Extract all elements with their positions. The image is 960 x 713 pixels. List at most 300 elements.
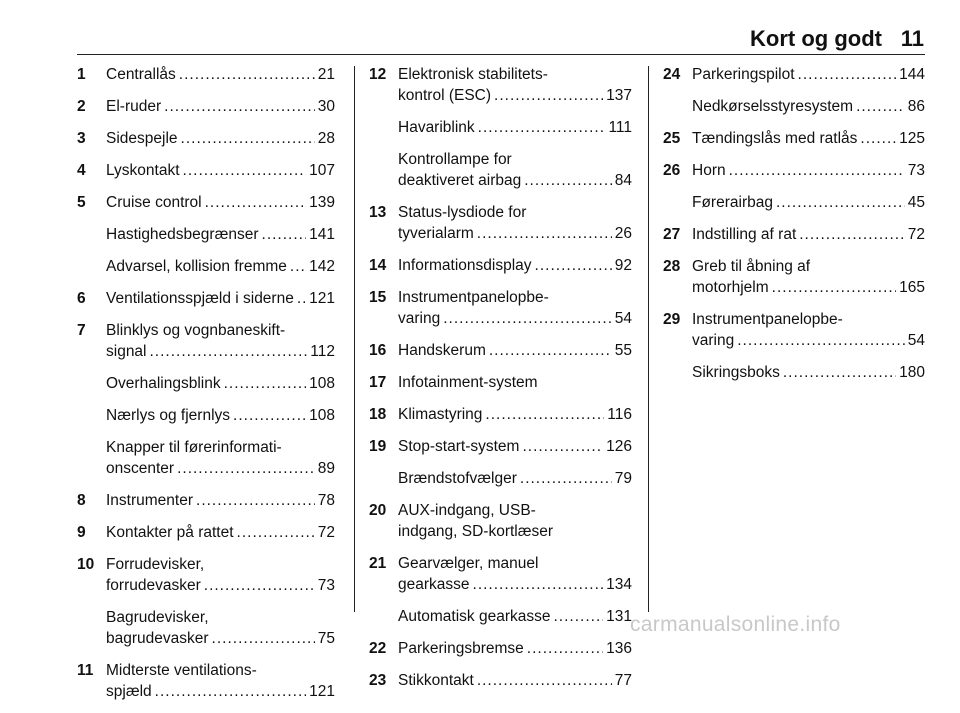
index-entry (663, 160, 925, 181)
entry-body (106, 522, 335, 543)
leader-dots (177, 458, 315, 479)
entry-text: AUX-indgang, USB- (398, 502, 536, 519)
entry-body (398, 340, 632, 361)
entry-line (398, 436, 632, 457)
entry-number: 10 (77, 556, 95, 573)
column-divider-1 (354, 66, 355, 612)
entry-line (106, 224, 335, 245)
entry-number: 4 (77, 162, 86, 179)
leader-dots (196, 490, 315, 511)
entry-page: 45 (907, 194, 925, 211)
entry-page: 139 (309, 194, 335, 211)
index-entry (663, 256, 925, 298)
leader-dots (860, 128, 896, 149)
page-header (0, 26, 960, 56)
leader-dots (494, 85, 603, 106)
entry-number: 11 (77, 662, 94, 679)
entry-body (398, 287, 632, 329)
entry-text: Sikringsboks (692, 364, 780, 381)
index-entry (369, 372, 632, 393)
index-entry (369, 500, 632, 542)
entry-line (398, 64, 632, 85)
index-entry (77, 607, 335, 649)
entry-page: 77 (614, 672, 632, 689)
entry-body (106, 373, 335, 394)
entry-line (692, 192, 925, 213)
index-entry (369, 340, 632, 361)
index-entry (663, 362, 925, 383)
index-entry (369, 64, 632, 106)
entry-body (106, 320, 335, 362)
entry-line (692, 277, 925, 298)
entry-line (106, 490, 335, 511)
entry-text: Lyskontakt (106, 162, 180, 179)
entry-text: Førerairbag (692, 194, 773, 211)
entry-body (398, 255, 632, 276)
entry-text: Greb til åbning af (692, 258, 811, 275)
entry-body (106, 64, 335, 85)
leader-dots (478, 117, 606, 138)
watermark: carmanualsonline.info (630, 613, 841, 636)
entry-text: Infotainment-system (398, 374, 538, 391)
entry-text: Kontrollampe for (398, 151, 512, 168)
index-column-2 (369, 64, 632, 702)
entry-body (692, 160, 925, 181)
entry-line (692, 96, 925, 117)
leader-dots (179, 64, 315, 85)
entry-body (106, 160, 335, 181)
entry-text: El-ruder (106, 98, 162, 115)
entry-number: 16 (369, 342, 387, 359)
entry-text: varing (398, 310, 441, 327)
leader-dots (776, 192, 905, 213)
entry-page: 107 (309, 162, 335, 179)
entry-text: Midterste ventilations- (106, 662, 257, 679)
entry-text: Forrudevisker, (106, 556, 205, 573)
entry-page: 78 (317, 492, 335, 509)
entry-text: Advarsel, kollision fremme (106, 258, 287, 275)
leader-dots (181, 128, 315, 149)
leader-dots (155, 681, 306, 702)
entry-number: 21 (369, 555, 387, 572)
entry-body (106, 405, 335, 426)
entry-text: Gearvælger, manuel (398, 555, 539, 572)
index-entry (663, 64, 925, 85)
leader-dots (212, 628, 315, 649)
entry-body (106, 192, 335, 213)
entry-body (398, 117, 632, 138)
entry-line (106, 256, 335, 277)
index-entry (77, 128, 335, 149)
entry-line (398, 85, 632, 106)
entry-line (106, 96, 335, 117)
entry-text: Blinklys og vognbaneskift- (106, 322, 286, 339)
index-entry (663, 192, 925, 213)
entry-page: 144 (899, 66, 925, 83)
entry-text: Handskerum (398, 342, 486, 359)
entry-line (398, 638, 632, 659)
leader-dots (290, 256, 306, 277)
entry-line (398, 553, 632, 574)
entry-text: Klimastyring (398, 406, 483, 423)
entry-page: 55 (614, 342, 632, 359)
leader-dots (489, 340, 612, 361)
entry-line (398, 170, 632, 191)
index-entry (663, 224, 925, 245)
entry-body (398, 553, 632, 595)
index-entry (77, 522, 335, 543)
entry-line (106, 522, 335, 543)
entry-page: 79 (614, 470, 632, 487)
entry-body (106, 490, 335, 511)
entry-number: 5 (77, 194, 86, 211)
entry-number: 2 (77, 98, 86, 115)
entry-number: 23 (369, 672, 387, 689)
leader-dots (856, 96, 905, 117)
index-entry (77, 224, 335, 245)
entry-line (106, 192, 335, 213)
leader-dots (473, 574, 604, 595)
index-column-1 (77, 64, 335, 713)
entry-body (398, 404, 632, 425)
index-entry (77, 64, 335, 85)
entry-text: Havariblink (398, 119, 475, 136)
entry-page: 121 (309, 683, 335, 700)
entry-number: 24 (663, 66, 681, 83)
entry-line (106, 341, 335, 362)
leader-dots (262, 224, 307, 245)
entry-text: Stikkontakt (398, 672, 474, 689)
leader-dots (772, 277, 896, 298)
index-entry (369, 117, 632, 138)
entry-text: Stop-start-system (398, 438, 520, 455)
entry-text: Instrumenter (106, 492, 194, 509)
index-entry (77, 405, 335, 426)
entry-page: 141 (309, 226, 335, 243)
leader-dots (443, 308, 612, 329)
entry-text: Parkeringspilot (692, 66, 795, 83)
entry-text: Automatisk gearkasse (398, 608, 551, 625)
entry-line (692, 309, 925, 330)
entry-text: Indstilling af rat (692, 226, 797, 243)
entry-line (692, 64, 925, 85)
entry-text: Brændstofvælger (398, 470, 517, 487)
entry-number: 28 (663, 258, 681, 275)
index-entry (77, 160, 335, 181)
leader-dots (798, 64, 897, 85)
index-entry (77, 660, 335, 702)
entry-page: 131 (606, 608, 632, 625)
entry-body (398, 202, 632, 244)
entry-page: 136 (606, 640, 632, 657)
entry-line (692, 330, 925, 351)
entry-text: forrudevasker (106, 577, 201, 594)
index-entry (369, 404, 632, 425)
leader-dots (527, 638, 603, 659)
leader-dots (737, 330, 905, 351)
entry-page: 125 (899, 130, 925, 147)
index-entry (77, 554, 335, 596)
column-divider-2 (648, 66, 649, 612)
entry-text: Elektronisk stabilitets- (398, 66, 548, 83)
entry-line (398, 340, 632, 361)
entry-page: 165 (899, 279, 925, 296)
entry-line (106, 373, 335, 394)
entry-line (106, 607, 335, 628)
entry-line (398, 521, 632, 542)
entry-line (398, 574, 632, 595)
entry-body (106, 437, 335, 479)
entry-text: Centrallås (106, 66, 176, 83)
entry-text: varing (692, 332, 735, 349)
entry-body (106, 288, 335, 309)
entry-text: gearkasse (398, 576, 470, 593)
header-rule (77, 54, 925, 55)
entry-number: 19 (369, 438, 387, 455)
entry-line (398, 404, 632, 425)
entry-number: 15 (369, 289, 387, 306)
entry-body (398, 500, 632, 542)
entry-body (398, 436, 632, 457)
entry-page: 73 (907, 162, 925, 179)
index-entry (77, 288, 335, 309)
entry-body (692, 192, 925, 213)
entry-line (398, 223, 632, 244)
entry-page: 108 (309, 375, 335, 392)
entry-number: 12 (369, 66, 387, 83)
index-entry (77, 437, 335, 479)
entry-page: 134 (606, 576, 632, 593)
entry-body (398, 64, 632, 106)
entry-line (398, 287, 632, 308)
index-column-3 (663, 64, 925, 394)
entry-page: 92 (614, 257, 632, 274)
entry-number: 17 (369, 374, 387, 391)
entry-body (106, 554, 335, 596)
entry-line (106, 437, 335, 458)
entry-line (106, 320, 335, 341)
entry-number: 9 (77, 524, 86, 541)
index-entry (369, 149, 632, 191)
entry-number: 1 (77, 66, 86, 83)
leader-dots (477, 223, 612, 244)
entry-body (398, 670, 632, 691)
index-entry (77, 490, 335, 511)
index-entry (369, 202, 632, 244)
entry-text: Instrumentpanelopbe- (692, 311, 843, 328)
entry-line (398, 308, 632, 329)
entry-number: 29 (663, 311, 681, 328)
leader-dots (233, 405, 306, 426)
entry-page: 28 (317, 130, 335, 147)
index-entry (369, 638, 632, 659)
entry-page: 54 (614, 310, 632, 327)
entry-page: 116 (607, 406, 632, 423)
entry-body (106, 607, 335, 649)
index-entry (77, 192, 335, 213)
entry-body (106, 96, 335, 117)
entry-line (398, 149, 632, 170)
entry-line (398, 117, 632, 138)
entry-body (398, 149, 632, 191)
entry-page: 180 (899, 364, 925, 381)
index-entry (663, 309, 925, 351)
entry-text: Cruise control (106, 194, 202, 211)
entry-text: Nærlys og fjernlys (106, 407, 231, 424)
leader-dots (520, 468, 612, 489)
entry-line (106, 458, 335, 479)
leader-dots (477, 670, 612, 691)
entry-body (398, 638, 632, 659)
leader-dots (522, 436, 603, 457)
entry-text: Hastighedsbegrænser (106, 226, 259, 243)
index-entry (369, 287, 632, 329)
leader-dots (799, 224, 905, 245)
entry-number: 20 (369, 502, 387, 519)
entry-number: 7 (77, 322, 86, 339)
index-entry (77, 96, 335, 117)
entry-text: Status-lysdiode for (398, 204, 527, 221)
entry-number: 22 (369, 640, 387, 657)
index-entry (369, 553, 632, 595)
entry-number: 26 (663, 162, 681, 179)
entry-page: 73 (317, 577, 335, 594)
entry-text: kontrol (ESC) (398, 87, 492, 104)
index-entry (369, 436, 632, 457)
entry-text: Kontakter på rattet (106, 524, 234, 541)
entry-number: 3 (77, 130, 86, 147)
entry-page: 86 (907, 98, 925, 115)
page-number: 11 (900, 26, 924, 51)
entry-line (398, 670, 632, 691)
entry-text: Sidespejle (106, 130, 178, 147)
entry-line (398, 468, 632, 489)
leader-dots (164, 96, 315, 117)
entry-number: 8 (77, 492, 86, 509)
entry-page: 142 (309, 258, 335, 275)
entry-line (106, 64, 335, 85)
index-entry (369, 255, 632, 276)
entry-text: Overhalingsblink (106, 375, 221, 392)
leader-dots (783, 362, 896, 383)
entry-number: 6 (77, 290, 86, 307)
entry-line (398, 500, 632, 521)
entry-text: tyverialarm (398, 225, 474, 242)
entry-line (106, 405, 335, 426)
entry-body (692, 128, 925, 149)
index-entry (77, 373, 335, 394)
entry-body (106, 660, 335, 702)
entry-line (692, 160, 925, 181)
entry-page: 112 (310, 343, 335, 360)
entry-text: Informationsdisplay (398, 257, 532, 274)
index-entry (77, 256, 335, 277)
entry-text: signal (106, 343, 147, 360)
entry-body (692, 362, 925, 383)
page-title: Kort og godt (750, 26, 882, 51)
index-entry (369, 606, 632, 627)
entry-number: 25 (663, 130, 681, 147)
entry-text: Knapper til førerinformati- (106, 439, 282, 456)
entry-page: 121 (309, 290, 335, 307)
leader-dots (729, 160, 905, 181)
entry-text: onscenter (106, 460, 175, 477)
entry-line (106, 554, 335, 575)
entry-page: 126 (606, 438, 632, 455)
entry-page: 54 (907, 332, 925, 349)
entry-line (106, 628, 335, 649)
entry-line (106, 681, 335, 702)
entry-page: 72 (317, 524, 335, 541)
entry-line (398, 255, 632, 276)
entry-body (692, 256, 925, 298)
leader-dots (485, 404, 604, 425)
entry-number: 13 (369, 204, 387, 221)
entry-text: motorhjelm (692, 279, 769, 296)
entry-text: Tændingslås med ratlås (692, 130, 858, 147)
entry-page: 89 (317, 460, 335, 477)
entry-text: Nedkørselsstyresystem (692, 98, 854, 115)
entry-line (692, 224, 925, 245)
leader-dots (535, 255, 612, 276)
index-entry (663, 128, 925, 149)
entry-body (692, 96, 925, 117)
entry-text: indgang, SD-kortlæser (398, 523, 554, 540)
entry-body (398, 468, 632, 489)
entry-line (692, 128, 925, 149)
entry-page: 21 (317, 66, 335, 83)
entry-line (398, 202, 632, 223)
entry-text: Ventilationsspjæld i siderne (106, 290, 294, 307)
entry-page: 111 (608, 119, 632, 136)
entry-body (692, 224, 925, 245)
index-entry (77, 320, 335, 362)
entry-body (692, 309, 925, 351)
entry-line (398, 606, 632, 627)
entry-page: 84 (614, 172, 632, 189)
leader-dots (204, 575, 315, 596)
entry-text: Instrumentpanelopbe- (398, 289, 549, 306)
entry-page: 108 (309, 407, 335, 424)
entry-page: 26 (614, 225, 632, 242)
entry-page: 30 (317, 98, 335, 115)
entry-body (398, 372, 632, 393)
entry-text: spjæld (106, 683, 152, 700)
leader-dots (224, 373, 307, 394)
entry-number: 27 (663, 226, 681, 243)
entry-line (692, 256, 925, 277)
leader-dots (150, 341, 308, 362)
entry-body (106, 256, 335, 277)
entry-line (106, 288, 335, 309)
leader-dots (183, 160, 307, 181)
leader-dots (524, 170, 612, 191)
entry-text: Horn (692, 162, 726, 179)
entry-text: Parkeringsbremse (398, 640, 524, 657)
entry-line (106, 660, 335, 681)
entry-line (398, 372, 632, 393)
entry-line (692, 362, 925, 383)
index-entry (369, 670, 632, 691)
index-entry (663, 96, 925, 117)
leader-dots (554, 606, 604, 627)
entry-text: deaktiveret airbag (398, 172, 522, 189)
entry-text: bagrudevasker (106, 630, 209, 647)
entry-number: 18 (369, 406, 387, 423)
entry-page: 137 (606, 87, 632, 104)
index-entry (369, 468, 632, 489)
entry-body (398, 606, 632, 627)
